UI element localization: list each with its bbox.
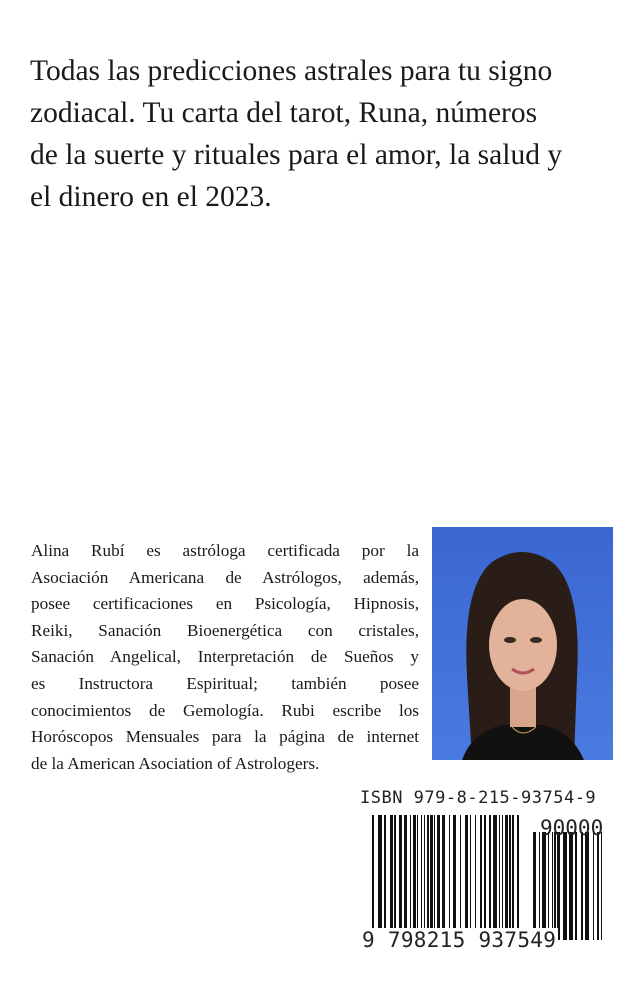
back-cover-blurb — [30, 50, 620, 218]
bio-line: de la American Asociation of Astrologers. — [31, 753, 320, 773]
barcode-addon-digits: 90000 — [540, 816, 604, 840]
author-photo — [432, 527, 613, 760]
bio-line: Sanación Angelical, Interpretación de Sueños y — [31, 647, 419, 667]
blurb-line: zodiacal. Tu carta del tarot, Runa, números — [30, 97, 538, 129]
barcode-bar — [557, 832, 560, 940]
barcode-bar — [585, 832, 589, 940]
barcode-bar — [552, 832, 553, 940]
barcode-bar — [542, 832, 546, 940]
barcode-bar — [597, 832, 599, 940]
blurb-line: el dinero en el 2023. — [30, 181, 272, 213]
barcode-bar — [539, 832, 540, 940]
blurb-line: Todas las predicciones astrales para tu signo — [30, 55, 553, 87]
barcode-bar — [554, 832, 556, 940]
bio-line: conocimientos de Gemología. Rubi escribe los — [31, 700, 419, 720]
barcode-bar — [548, 832, 549, 940]
barcode-bar — [581, 832, 583, 940]
isbn-label: ISBN 979-8-215-93754-9 — [360, 788, 597, 808]
barcode-bar — [569, 832, 573, 940]
bio-line: Horóscopos Mensuales para la página de internet — [31, 727, 419, 747]
bio-line: Alina Rubí es astróloga certificada por la — [31, 541, 419, 560]
bio-line: Reiki, Sanación Bioenergética con cristales, — [31, 620, 419, 640]
bio-line: posee certificaciones en Psicología, Hipnosis, — [31, 594, 419, 614]
barcode-bar — [563, 832, 567, 940]
barcode-bar — [601, 832, 602, 940]
bio-line: es Instructora Espiritual; también posee — [31, 673, 419, 693]
bio-line: Asociación Americana de Astrólogos, además, — [31, 567, 419, 587]
barcode-bar — [533, 832, 536, 940]
barcode-bar — [593, 832, 594, 940]
blurb-line: de la suerte y rituales para el amor, la salud y — [30, 139, 563, 171]
barcode-bar — [575, 832, 577, 940]
barcode-ean-digits: 9 798215 937549 — [362, 928, 557, 952]
author-bio — [31, 538, 419, 777]
